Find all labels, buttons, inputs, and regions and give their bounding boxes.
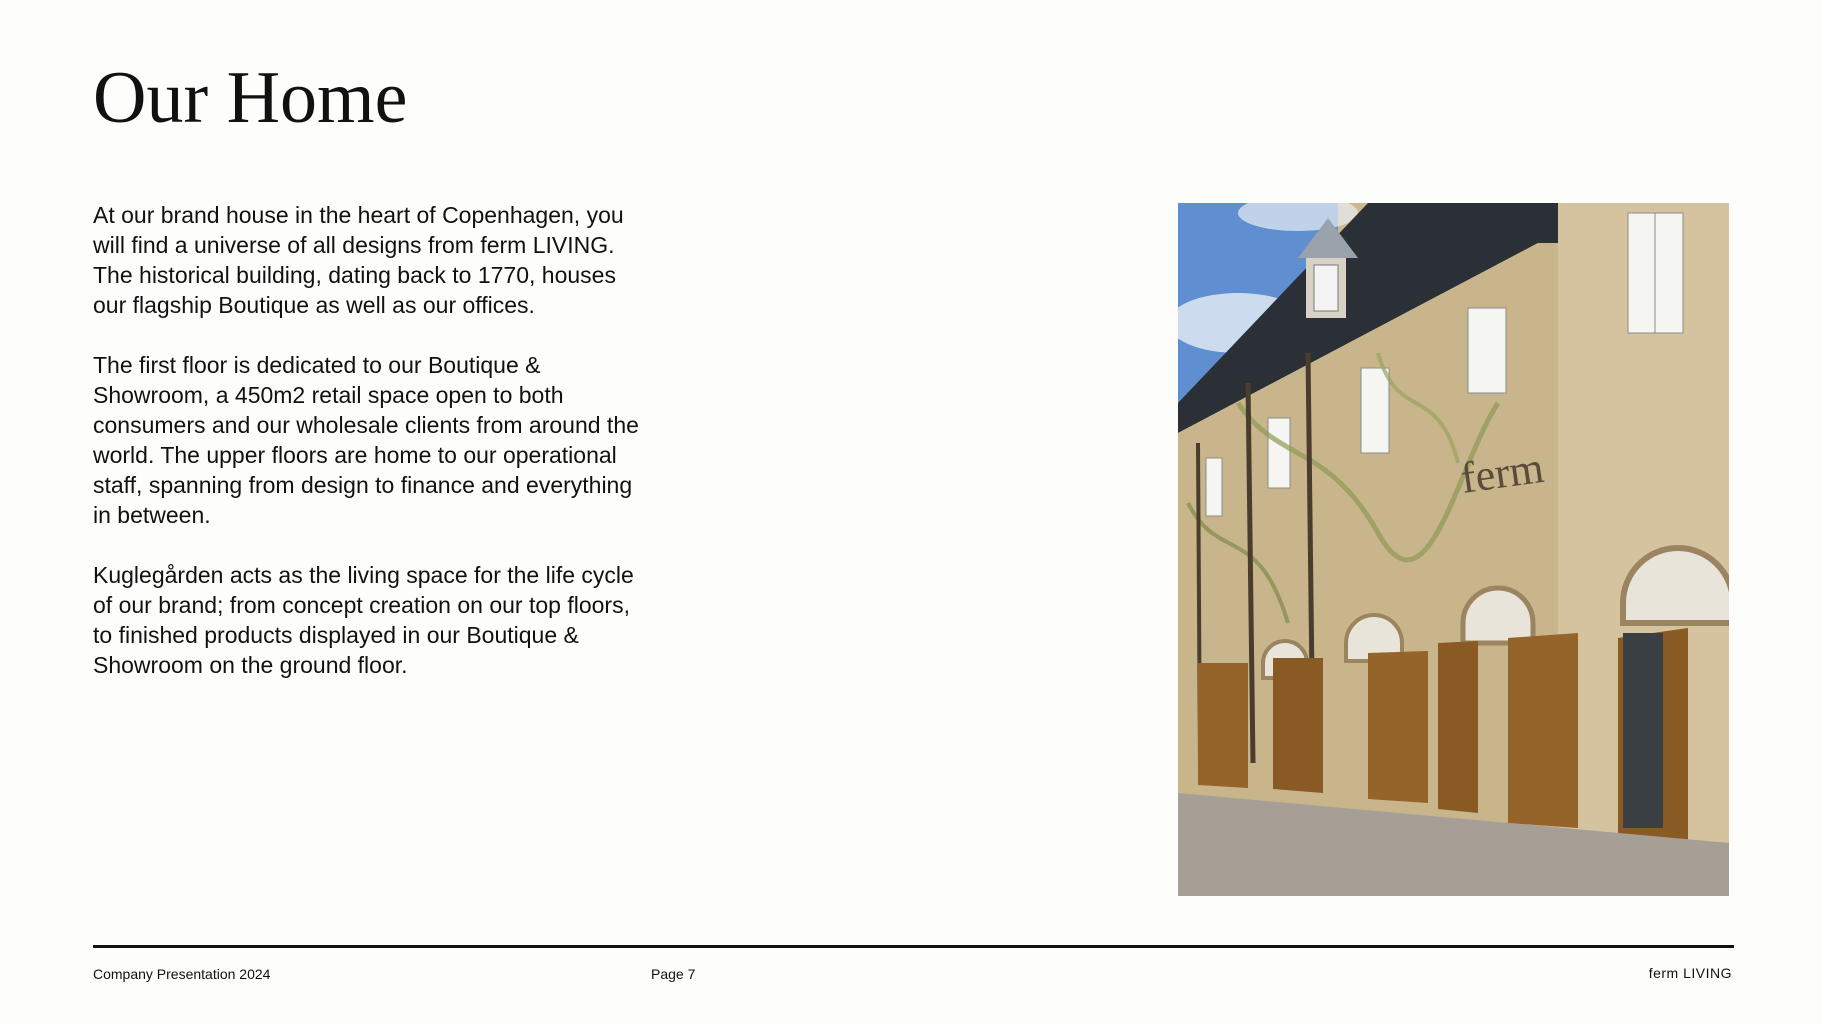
arched-window: [1463, 588, 1533, 643]
window: [1361, 368, 1389, 453]
window: [1268, 418, 1290, 488]
shutter: [1508, 633, 1578, 828]
shutter: [1368, 651, 1428, 803]
door: [1623, 633, 1663, 828]
building-photo: [1178, 203, 1729, 896]
shutter: [1438, 641, 1478, 813]
paragraph-kuglegarden: Kuglegården acts as the living space for the life cycle of our brand; from concept creation on our top floors, to finished products displayed in our Boutique & Showroom on the ground floor.: [93, 562, 634, 678]
building-illustration: [1178, 203, 1729, 896]
paragraph-intro: At our brand house in the heart of Copenhagen, you will find a universe of all designs from ferm LIVING. The historical building, dating back to 1770, houses our flagship Boutique as well as our offices.: [93, 202, 624, 318]
shutter: [1198, 663, 1248, 788]
brand-logo: ferm LIVING: [1648, 965, 1732, 981]
page-title: Our Home: [93, 57, 408, 139]
paragraph-first-floor: The first floor is dedicated to our Boutique & Showroom, a 450m2 retail space open to both consumers and our wholesale clients from around the world. The upper floors are home to our operational staff, spanning from design to finance and everything in between.: [93, 352, 639, 528]
footer-divider: [93, 945, 1734, 948]
window: [1468, 308, 1506, 393]
body-text: [93, 200, 693, 710]
building-sign: ferm: [1457, 442, 1547, 503]
footer-presentation-label: Company Presentation 2024: [93, 966, 271, 982]
window: [1206, 458, 1222, 516]
dormer-window: [1314, 265, 1338, 311]
page-number: Page 7: [651, 966, 696, 982]
shutter: [1273, 658, 1323, 793]
